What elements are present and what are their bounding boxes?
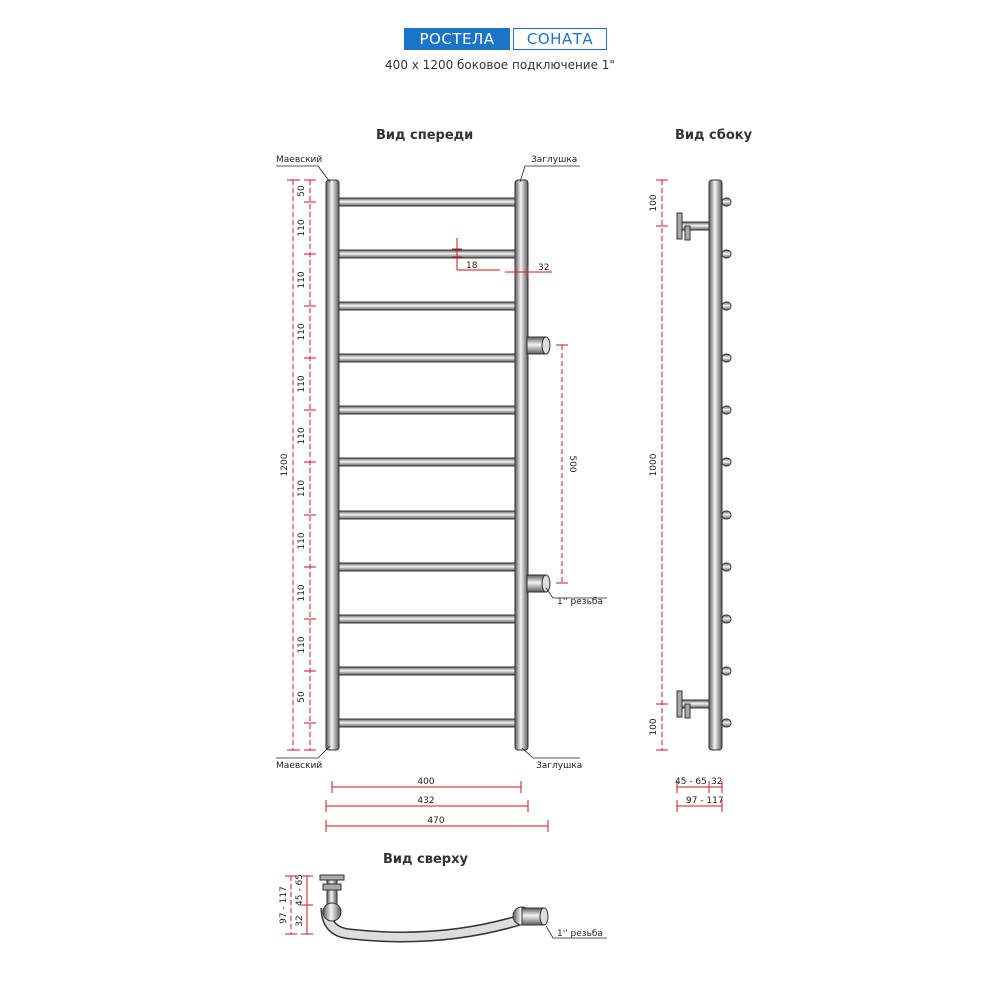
side-rung-end [722, 667, 731, 675]
top-wall-bracket [677, 213, 709, 240]
rung [336, 511, 518, 519]
mayevsky-top-label: Маевский [276, 155, 323, 165]
rung [336, 354, 518, 362]
dim-500: 500 [567, 455, 577, 473]
side-rung-end [722, 354, 731, 362]
side-rung-end [722, 198, 731, 206]
front-view-title: Вид спереди [376, 128, 474, 143]
dim-432: 432 [417, 796, 435, 806]
rung [336, 667, 518, 675]
side-view [649, 180, 731, 812]
segment-dim-label: 110 [297, 427, 307, 445]
thread-front-label: 1'' резьба [557, 597, 603, 607]
side-rung-end [722, 250, 731, 258]
dim-18: 18 [466, 261, 478, 271]
dim-32-side: 32 [711, 777, 723, 787]
brand-sonata: СОНАТА [513, 28, 607, 50]
top-left-riser [323, 903, 341, 921]
rung [336, 198, 518, 206]
segment-dim-label: 50 [297, 185, 307, 197]
side-rung-ends [722, 198, 731, 727]
rung [336, 458, 518, 466]
dim-97-117-top: 97 - 117 [279, 886, 289, 924]
plug-top-label: Заглушка [531, 155, 578, 165]
dim-32-front: 32 [538, 263, 550, 273]
rung [336, 302, 518, 310]
connection-dimension [556, 345, 568, 583]
side-rung-end [722, 719, 731, 727]
side-rung-end [722, 406, 731, 414]
front-view [276, 155, 607, 832]
rungs-group [336, 198, 518, 727]
segment-dim-label: 110 [297, 479, 307, 498]
dim-100-bottom: 100 [649, 718, 659, 736]
side-riser [709, 180, 722, 750]
rung [336, 615, 518, 623]
upper-connection-fitting [527, 337, 550, 354]
plug-bottom-label: Заглушка [536, 761, 583, 771]
rung [336, 406, 518, 414]
segment-dim-label: 110 [297, 271, 307, 289]
segment-dimensions [297, 180, 316, 750]
segment-dim-label: 50 [297, 691, 307, 703]
dim-400: 400 [417, 777, 435, 787]
dim-470: 470 [427, 816, 445, 826]
dim-45-65-side: 45 - 65 [675, 777, 707, 787]
side-view-title: Вид сбоку [675, 128, 753, 143]
thread-top-label: 1'' резьба [557, 929, 603, 939]
segment-dim-label: 110 [297, 375, 307, 393]
left-riser [326, 180, 339, 750]
rung [336, 563, 518, 571]
top-connection-fitting [522, 908, 548, 925]
dim-100-top: 100 [649, 194, 659, 212]
segment-dim-label: 110 [297, 636, 307, 654]
side-rung-end [722, 302, 731, 310]
product-subtitle: 400 x 1200 боковое подключение 1" [385, 58, 615, 72]
segment-dim-label: 110 [297, 323, 307, 341]
dim-32-top: 32 [295, 915, 305, 927]
segment-dim-label: 110 [297, 532, 307, 550]
side-rung-end [722, 458, 731, 466]
right-riser [515, 180, 528, 750]
dim-97-117-side: 97 - 117 [686, 796, 724, 806]
top-view-title: Вид сверху [383, 852, 468, 867]
mayevsky-bottom-label: Маевский [276, 761, 323, 771]
side-rung-end [722, 615, 731, 623]
top-view [279, 874, 607, 939]
dim-45-65-top: 45 - 65 [295, 874, 305, 906]
side-rung-end [722, 511, 731, 519]
rung [336, 250, 518, 258]
dim-1200: 1200 [280, 453, 290, 477]
rung [336, 719, 518, 727]
dim-1000: 1000 [649, 453, 659, 477]
segment-dim-label: 110 [297, 584, 307, 602]
brand-rostela: РОСТЕЛА [404, 28, 510, 50]
side-rung-end [722, 563, 731, 571]
bottom-wall-bracket [677, 691, 709, 718]
segment-dim-label: 110 [297, 219, 307, 237]
